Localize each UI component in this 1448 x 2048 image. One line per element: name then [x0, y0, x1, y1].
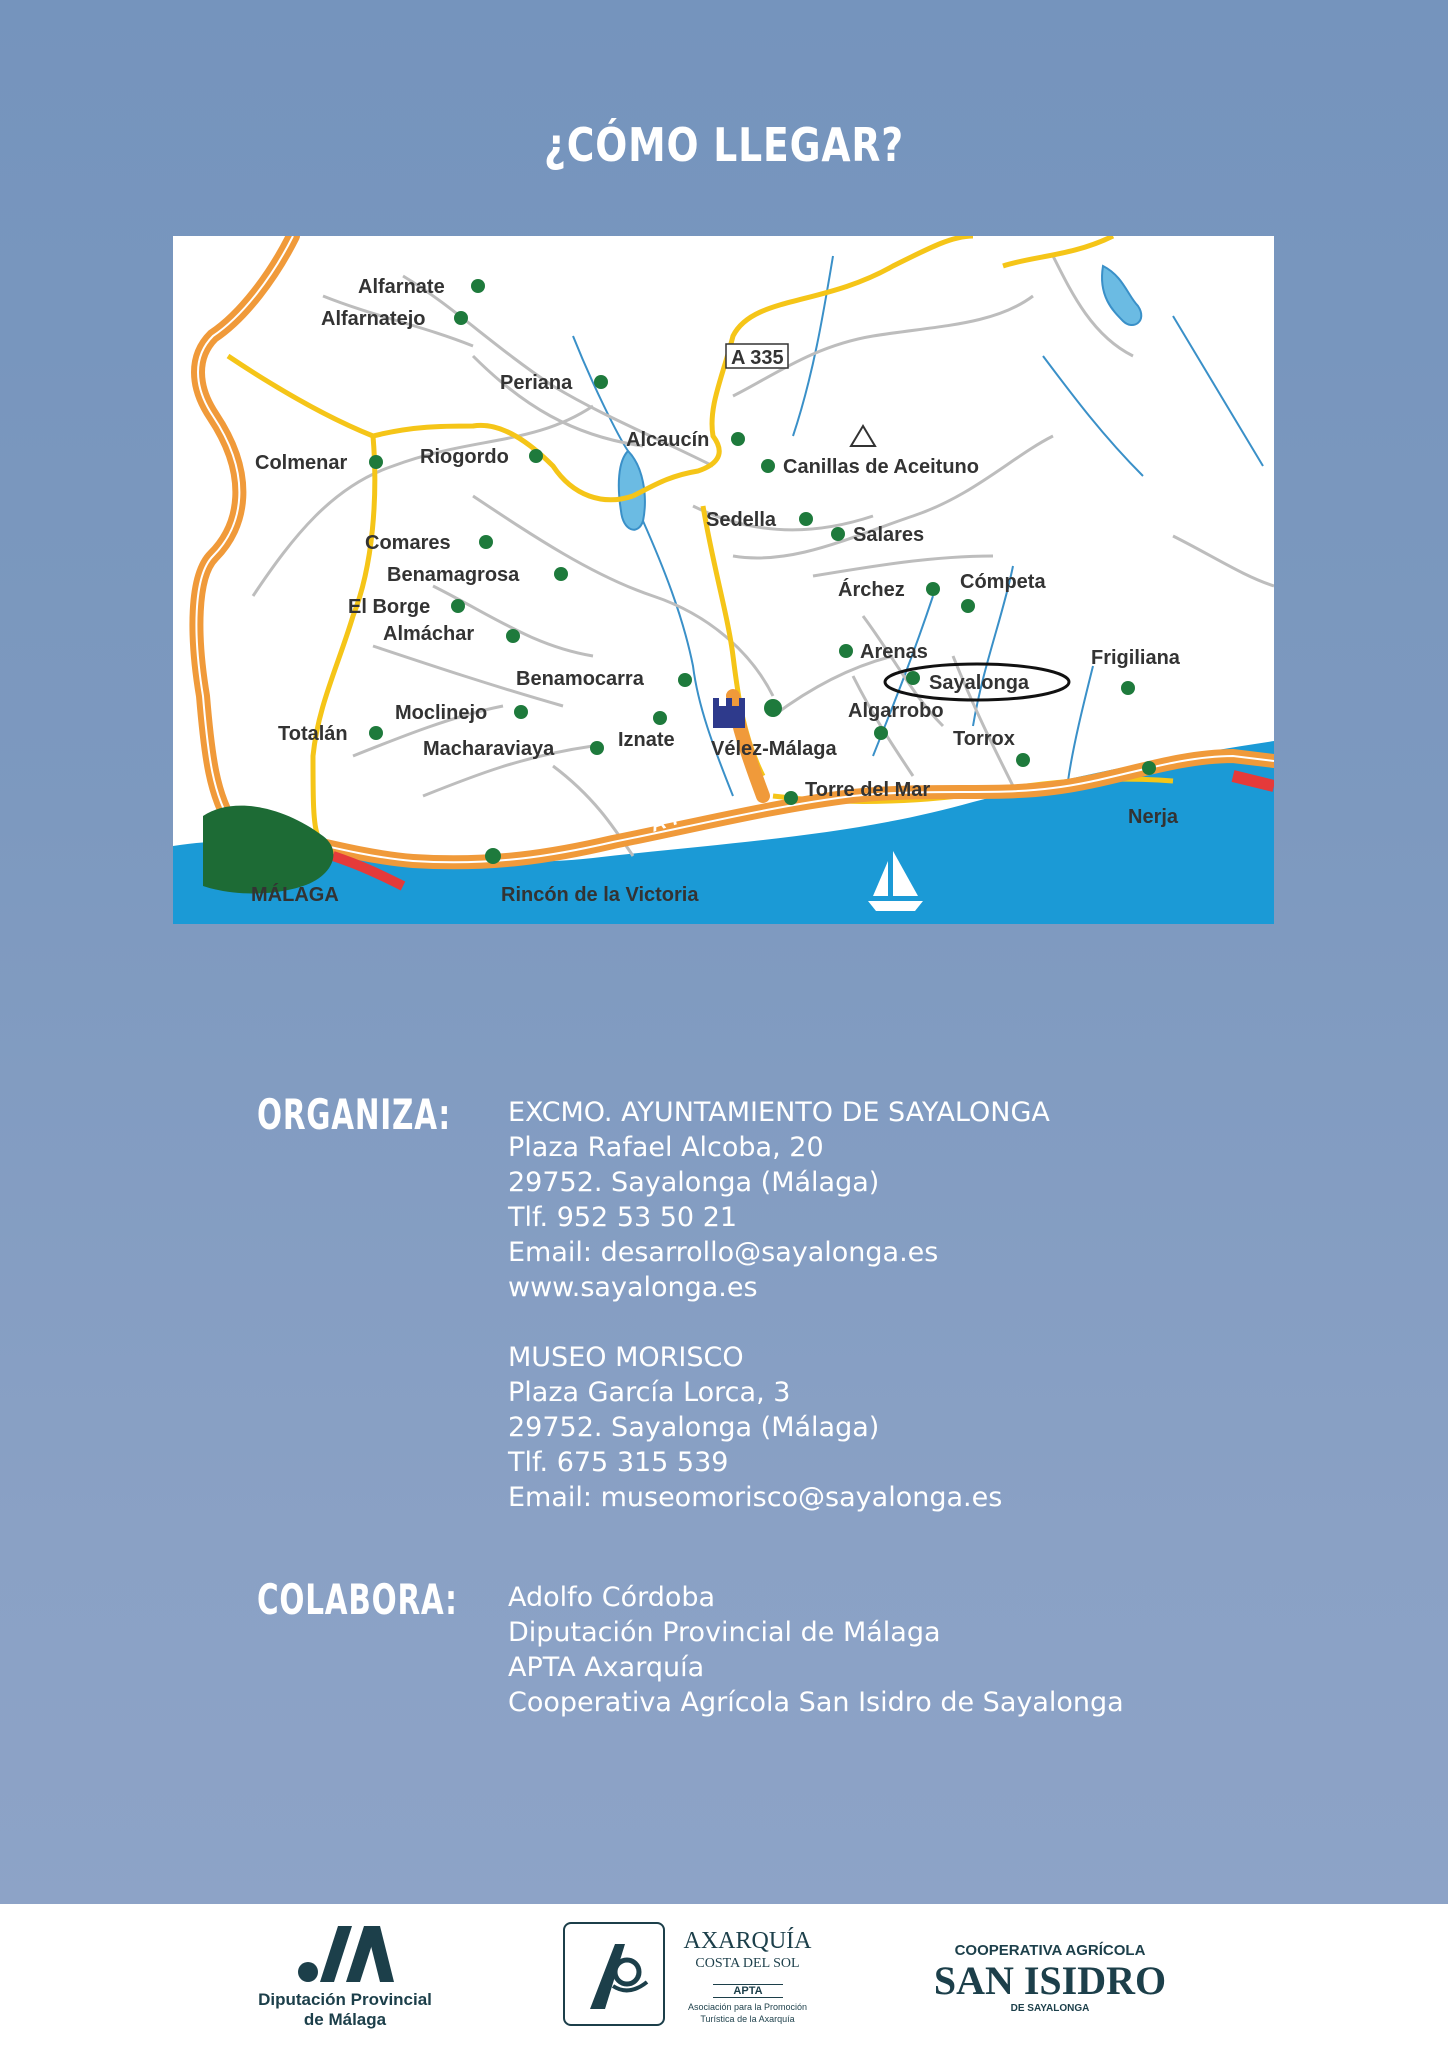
town-algarrobo [848, 700, 944, 740]
footer-logos [0, 1904, 1448, 2048]
svg-text:Periana: Periana [500, 372, 573, 394]
town-periana [500, 372, 608, 394]
castle-icon [713, 698, 745, 728]
town-iznate [618, 711, 675, 751]
apta-logo [563, 1922, 823, 2032]
town-moclinejo [395, 702, 528, 724]
town-torrox [953, 728, 1030, 767]
location-map [173, 236, 1274, 924]
svg-text:Salares: Salares [853, 524, 925, 546]
apta-title: AXARQUÍA [683, 1928, 812, 1954]
apta-mark-icon [563, 1922, 665, 2026]
apta-subtitle: COSTA DEL SOL [695, 1956, 800, 1971]
svg-text:MÁLAGA: MÁLAGA [251, 884, 339, 906]
svg-text:Rincón de la Victoria: Rincón de la Victoria [501, 884, 699, 906]
svg-text:Alcaucín: Alcaucín [626, 429, 710, 451]
svg-text:Moclinejo: Moclinejo [395, 702, 488, 724]
organiza-block [508, 1095, 1050, 1515]
svg-text:Sedella: Sedella [706, 509, 777, 531]
peak-icon [851, 426, 875, 446]
svg-text:Árchez: Árchez [838, 579, 905, 601]
lake-northeast [1102, 266, 1141, 325]
san-isidro-name: SAN ISIDRO [933, 1958, 1167, 2003]
colabora-line: Diputación Provincial de Málaga [508, 1617, 941, 1648]
svg-text:Totalán: Totalán [278, 723, 348, 745]
svg-text:Almáchar: Almáchar [383, 623, 475, 645]
town-alcaucin [626, 429, 745, 451]
colabora-line: Adolfo Córdoba [508, 1582, 716, 1613]
museo-email[interactable]: Email: museomorisco@sayalonga.es [508, 1482, 1003, 1513]
town-sayalonga [885, 664, 1069, 700]
svg-text:Iznate: Iznate [618, 729, 675, 751]
page-title: ¿CÓMO LLEGAR? [544, 118, 904, 172]
san-isidro-logo [905, 1942, 1195, 2014]
svg-text:Cómpeta: Cómpeta [960, 571, 1046, 593]
town-frigiliana [1091, 647, 1181, 695]
town-totalan [278, 723, 383, 745]
svg-text:Riogordo: Riogordo [420, 446, 509, 468]
diputacion-line2: de Málaga [303, 2010, 387, 2029]
apta-desc1: Asociación para la Promoción [687, 2002, 808, 2012]
town-riogordo [420, 446, 543, 468]
map-svg [173, 236, 1274, 924]
svg-text:Colmenar: Colmenar [255, 452, 348, 474]
svg-text:Frigiliana: Frigiliana [1091, 647, 1180, 669]
town-alfarnate [358, 276, 485, 298]
colabora-heading: COLABORA: [257, 1575, 458, 1624]
svg-text:Alfarnatejo: Alfarnatejo [321, 308, 426, 330]
town-colmenar [255, 452, 383, 474]
diputacion-logo [250, 1924, 440, 2030]
town-malaga [251, 883, 339, 906]
organiza-website[interactable]: www.sayalonga.es [508, 1272, 758, 1303]
san-isidro-bottom: DE SAYALONGA [1010, 2003, 1090, 2014]
organiza-line: Plaza García Lorca, 3 [508, 1377, 791, 1408]
svg-text:Vélez-Málaga: Vélez-Málaga [711, 738, 837, 760]
organiza-line: Tlf. 952 53 50 21 [508, 1202, 738, 1233]
organiza-line: 29752. Sayalonga (Málaga) [508, 1412, 880, 1443]
svg-text:Algarrobo: Algarrobo [848, 700, 944, 722]
svg-text:Alfarnate: Alfarnate [358, 276, 445, 298]
organiza-email[interactable]: Email: desarrollo@sayalonga.es [508, 1237, 939, 1268]
svg-text:Macharaviaya: Macharaviaya [423, 738, 555, 760]
town-canillas [761, 456, 979, 478]
san-isidro-top: COOPERATIVA AGRÍCOLA [954, 1942, 1146, 1959]
colabora-line: APTA Axarquía [508, 1652, 705, 1683]
svg-text:Torrox: Torrox [953, 728, 1015, 750]
town-el-borge [348, 596, 465, 618]
svg-text:Canillas de Aceituno: Canillas de Aceituno [783, 456, 979, 478]
organiza-line: MUSEO MORISCO [508, 1342, 744, 1373]
town-archez [838, 578, 940, 601]
organiza-line: EXCMO. AYUNTAMIENTO DE SAYALONGA [508, 1097, 1050, 1128]
svg-text:Nerja: Nerja [1128, 806, 1179, 828]
town-salares [831, 524, 924, 546]
road-a45: A 45 [178, 281, 221, 328]
apta-badge: APTA [713, 1984, 783, 1998]
colabora-line: Cooperativa Agrícola San Isidro de Sayalonga [508, 1687, 1124, 1718]
road-a335: A 335 [731, 347, 784, 369]
apta-desc2: Turística de la Axarquía [700, 2014, 795, 2024]
town-benamocarra [516, 668, 692, 690]
svg-text:Sayalonga: Sayalonga [929, 672, 1030, 694]
svg-text:Comares: Comares [365, 532, 451, 554]
svg-text:Benamagrosa: Benamagrosa [387, 564, 520, 586]
svg-text:Benamocarra: Benamocarra [516, 668, 644, 690]
colabora-block [508, 1580, 1124, 1720]
town-sedella [706, 509, 813, 531]
town-alfarnatejo [321, 308, 468, 330]
organiza-line: Plaza Rafael Alcoba, 20 [508, 1132, 824, 1163]
svg-text:Torre del Mar: Torre del Mar [805, 779, 931, 801]
town-benamagrosa [387, 564, 568, 586]
organiza-line: Tlf. 675 315 539 [508, 1447, 729, 1478]
town-almachar [383, 623, 520, 645]
town-comares [365, 532, 493, 554]
organiza-heading: ORGANIZA: [257, 1090, 451, 1139]
svg-text:El Borge: El Borge [348, 596, 431, 618]
svg-text:Arenas: Arenas [860, 641, 928, 663]
road-a7: A 7 [647, 806, 684, 837]
town-arenas [839, 641, 928, 663]
diputacion-line1: Diputación Provincial [258, 1990, 432, 2009]
diputacion-mark-icon [290, 1924, 400, 1984]
spacer [508, 1305, 1050, 1340]
organiza-line: 29752. Sayalonga (Málaga) [508, 1167, 880, 1198]
